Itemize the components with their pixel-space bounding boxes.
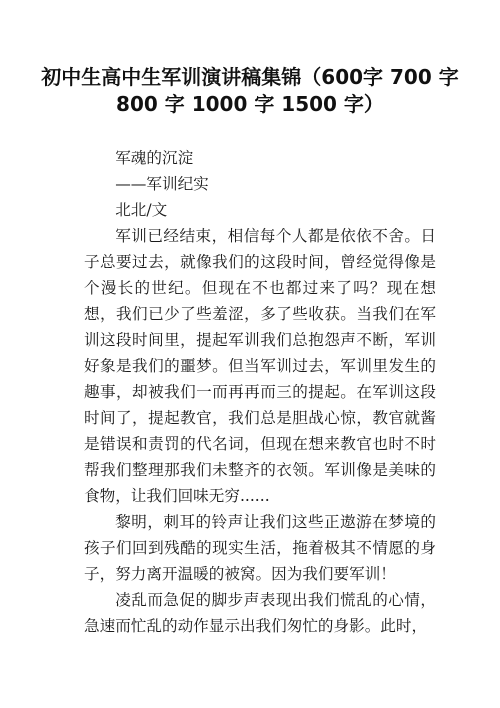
document-title: 初中生高中生军训演讲稿集锦（600字 700 字 800 字 1000 字 1500 字） (41, 65, 459, 116)
body-paragraph-1: 军训已经结束，相信每个人都是依依不舍。日子总要过去，就像我们的这段时间，曾经觉得像是个漫长的世纪。但现在不也都过来了吗？现在想想，我们已少了些羞涩，多了些收获。当我们在军训这段时间里，提起军训我们总抱怨声不断，军训好象是我们的噩梦。但当军训过去，军训里发生的趣事，却被我们一而再再而三的提起。在军训这段时间了，提起教官，我们总是胆战心惊，教官就酱是错误和责罚的代名词，但现在想来教官也时不时帮我们整理那我们未整齐的衣领。军训像是美味的食物，让我们回味无穷...... (84, 227, 436, 505)
document-body (84, 145, 436, 639)
article-author: 北北/文 (115, 201, 168, 219)
article-subheading: ——军训纪实 (115, 175, 209, 193)
body-paragraph-2: 黎明，刺耳的铃声让我们这些正遨游在梦境的孩子们回到残酷的现实生活，拖着极其不情愿的身子，努力离开温暖的被窝。因为我们要军训！ (84, 513, 436, 583)
article-heading: 军魂的沉淀 (115, 149, 194, 167)
body-paragraph-3: 凌乱而急促的脚步声表现出我们慌乱的心情，急速而忙乱的动作显示出我们匆忙的身影。此时， (84, 591, 436, 635)
